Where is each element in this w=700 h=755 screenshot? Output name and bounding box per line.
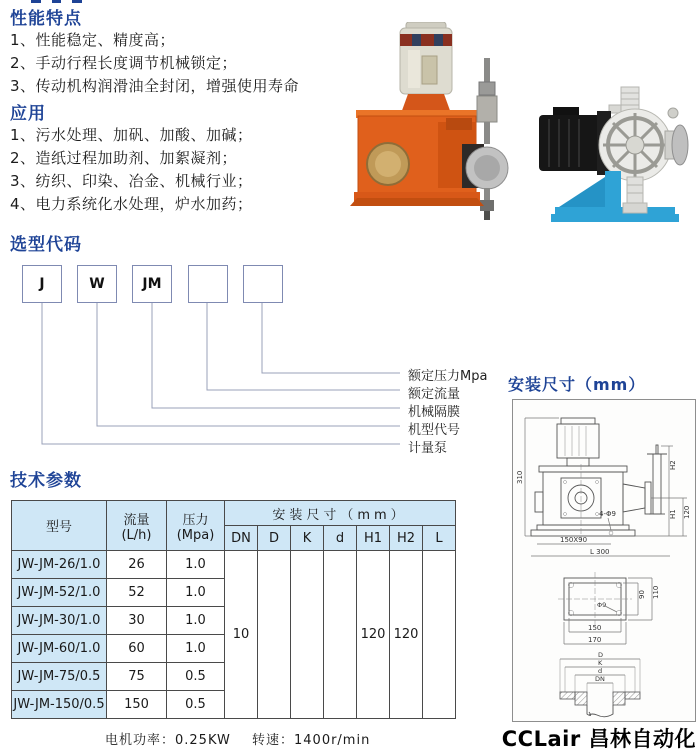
col-header-K: K [291, 526, 324, 551]
col-header-d: d [324, 526, 357, 551]
model-cell: JW-JM-150/0.5 [12, 691, 107, 719]
dim-cell-K [291, 551, 324, 719]
diaphragm-pump-photo [535, 85, 690, 233]
svg-text:K: K [598, 659, 603, 667]
dim-cell-DN: 10 [225, 551, 258, 719]
svg-text:D: D [598, 652, 604, 659]
clipped-text-fragment [31, 0, 41, 3]
flange-section-drawing [545, 652, 665, 720]
side-view-drawing [515, 404, 695, 566]
speed-note: 转速：1400r/min [252, 733, 371, 748]
pressure-cell: 0.5 [167, 691, 225, 719]
flow-cell: 75 [107, 663, 167, 691]
selection-code-heading: 选型代码 [10, 235, 82, 255]
tech-params-table [11, 500, 456, 719]
model-cell: JW-JM-60/1.0 [12, 635, 107, 663]
svg-text:H2: H2 [669, 460, 677, 470]
col-header-install-dims: 安装尺寸（mm） [225, 501, 456, 526]
applications-heading: 应用 [10, 104, 46, 124]
col-header-flow: 流量 (L/h) [107, 501, 167, 551]
model-cell: JW-JM-30/1.0 [12, 607, 107, 635]
col-header-model: 型号 [12, 501, 107, 551]
svg-text:H1: H1 [669, 509, 677, 519]
model-cell: JW-JM-75/0.5 [12, 663, 107, 691]
model-cell: JW-JM-52/1.0 [12, 579, 107, 607]
svg-text:120: 120 [683, 505, 691, 519]
dim-cell-D [258, 551, 291, 719]
svg-text:4-Φ9: 4-Φ9 [599, 510, 616, 518]
pressure-cell: 1.0 [167, 579, 225, 607]
code-box-1: J [22, 265, 62, 303]
feature-item: 3、传动机构润滑油全封闭，增强使用寿命 [10, 77, 300, 95]
base-top-view-drawing [540, 572, 690, 654]
svg-text:310: 310 [516, 470, 524, 484]
code-label-diaphragm: 机械隔膜 [408, 405, 461, 420]
code-label-pump: 计量泵 [408, 441, 448, 456]
code-label-pressure: 额定压力Mpa [408, 369, 488, 384]
col-header-DN: DN [225, 526, 258, 551]
svg-text:L 300: L 300 [590, 548, 610, 556]
features-heading: 性能特点 [10, 9, 82, 29]
col-header-H2: H2 [390, 526, 423, 551]
pressure-cell: 1.0 [167, 607, 225, 635]
application-item: 4、电力系统化水处理，炉水加药； [10, 195, 253, 213]
tech-params-heading: 技术参数 [10, 471, 82, 491]
brand-logo-text: CCLair 昌林自动化 [501, 727, 696, 751]
flow-cell: 60 [107, 635, 167, 663]
code-box-2: W [77, 265, 117, 303]
pressure-cell: 1.0 [167, 551, 225, 579]
flow-cell: 26 [107, 551, 167, 579]
col-header-H1: H1 [357, 526, 390, 551]
svg-text:DN: DN [595, 675, 605, 683]
svg-text:Φ9: Φ9 [597, 601, 607, 609]
flow-cell: 52 [107, 579, 167, 607]
flow-cell: 30 [107, 607, 167, 635]
code-label-model: 机型代号 [408, 423, 461, 438]
dim-cell-H2: 120 [390, 551, 423, 719]
svg-text:170: 170 [588, 636, 602, 644]
col-header-pressure: 压力 (Mpa) [167, 501, 225, 551]
selection-code-connector-lines [0, 255, 405, 455]
dim-cell-d [324, 551, 357, 719]
pressure-cell: 0.5 [167, 663, 225, 691]
application-item: 2、造纸过程加助剂、加絮凝剂； [10, 149, 238, 167]
plunger-pump-photo [350, 22, 510, 222]
table-row [12, 551, 456, 579]
col-header-D: D [258, 526, 291, 551]
svg-text:150X90: 150X90 [560, 536, 588, 544]
feature-item: 2、手动行程长度调节机械锁定； [10, 54, 238, 72]
code-box-3: JM [132, 265, 172, 303]
dim-cell-L [423, 551, 456, 719]
code-label-flow: 额定流量 [408, 387, 461, 402]
col-header-L: L [423, 526, 456, 551]
svg-text:d: d [598, 667, 603, 675]
dim-cell-H1: 120 [357, 551, 390, 719]
flow-cell: 150 [107, 691, 167, 719]
svg-text:150: 150 [588, 624, 602, 632]
clipped-text-fragment [52, 0, 61, 3]
motor-power-note: 电机功率：0.25KW [105, 733, 231, 748]
model-cell: JW-JM-26/1.0 [12, 551, 107, 579]
svg-text:90: 90 [638, 590, 646, 599]
feature-item: 1、性能稳定、精度高； [10, 31, 176, 49]
clipped-text-fragment [72, 0, 82, 3]
pressure-cell: 1.0 [167, 635, 225, 663]
svg-text:110: 110 [652, 585, 660, 599]
application-item: 1、污水处理、加矾、加酸、加碱； [10, 126, 253, 144]
application-item: 3、纺织、印染、冶金、机械行业； [10, 172, 253, 190]
install-dims-heading: 安装尺寸（mm） [508, 375, 646, 394]
